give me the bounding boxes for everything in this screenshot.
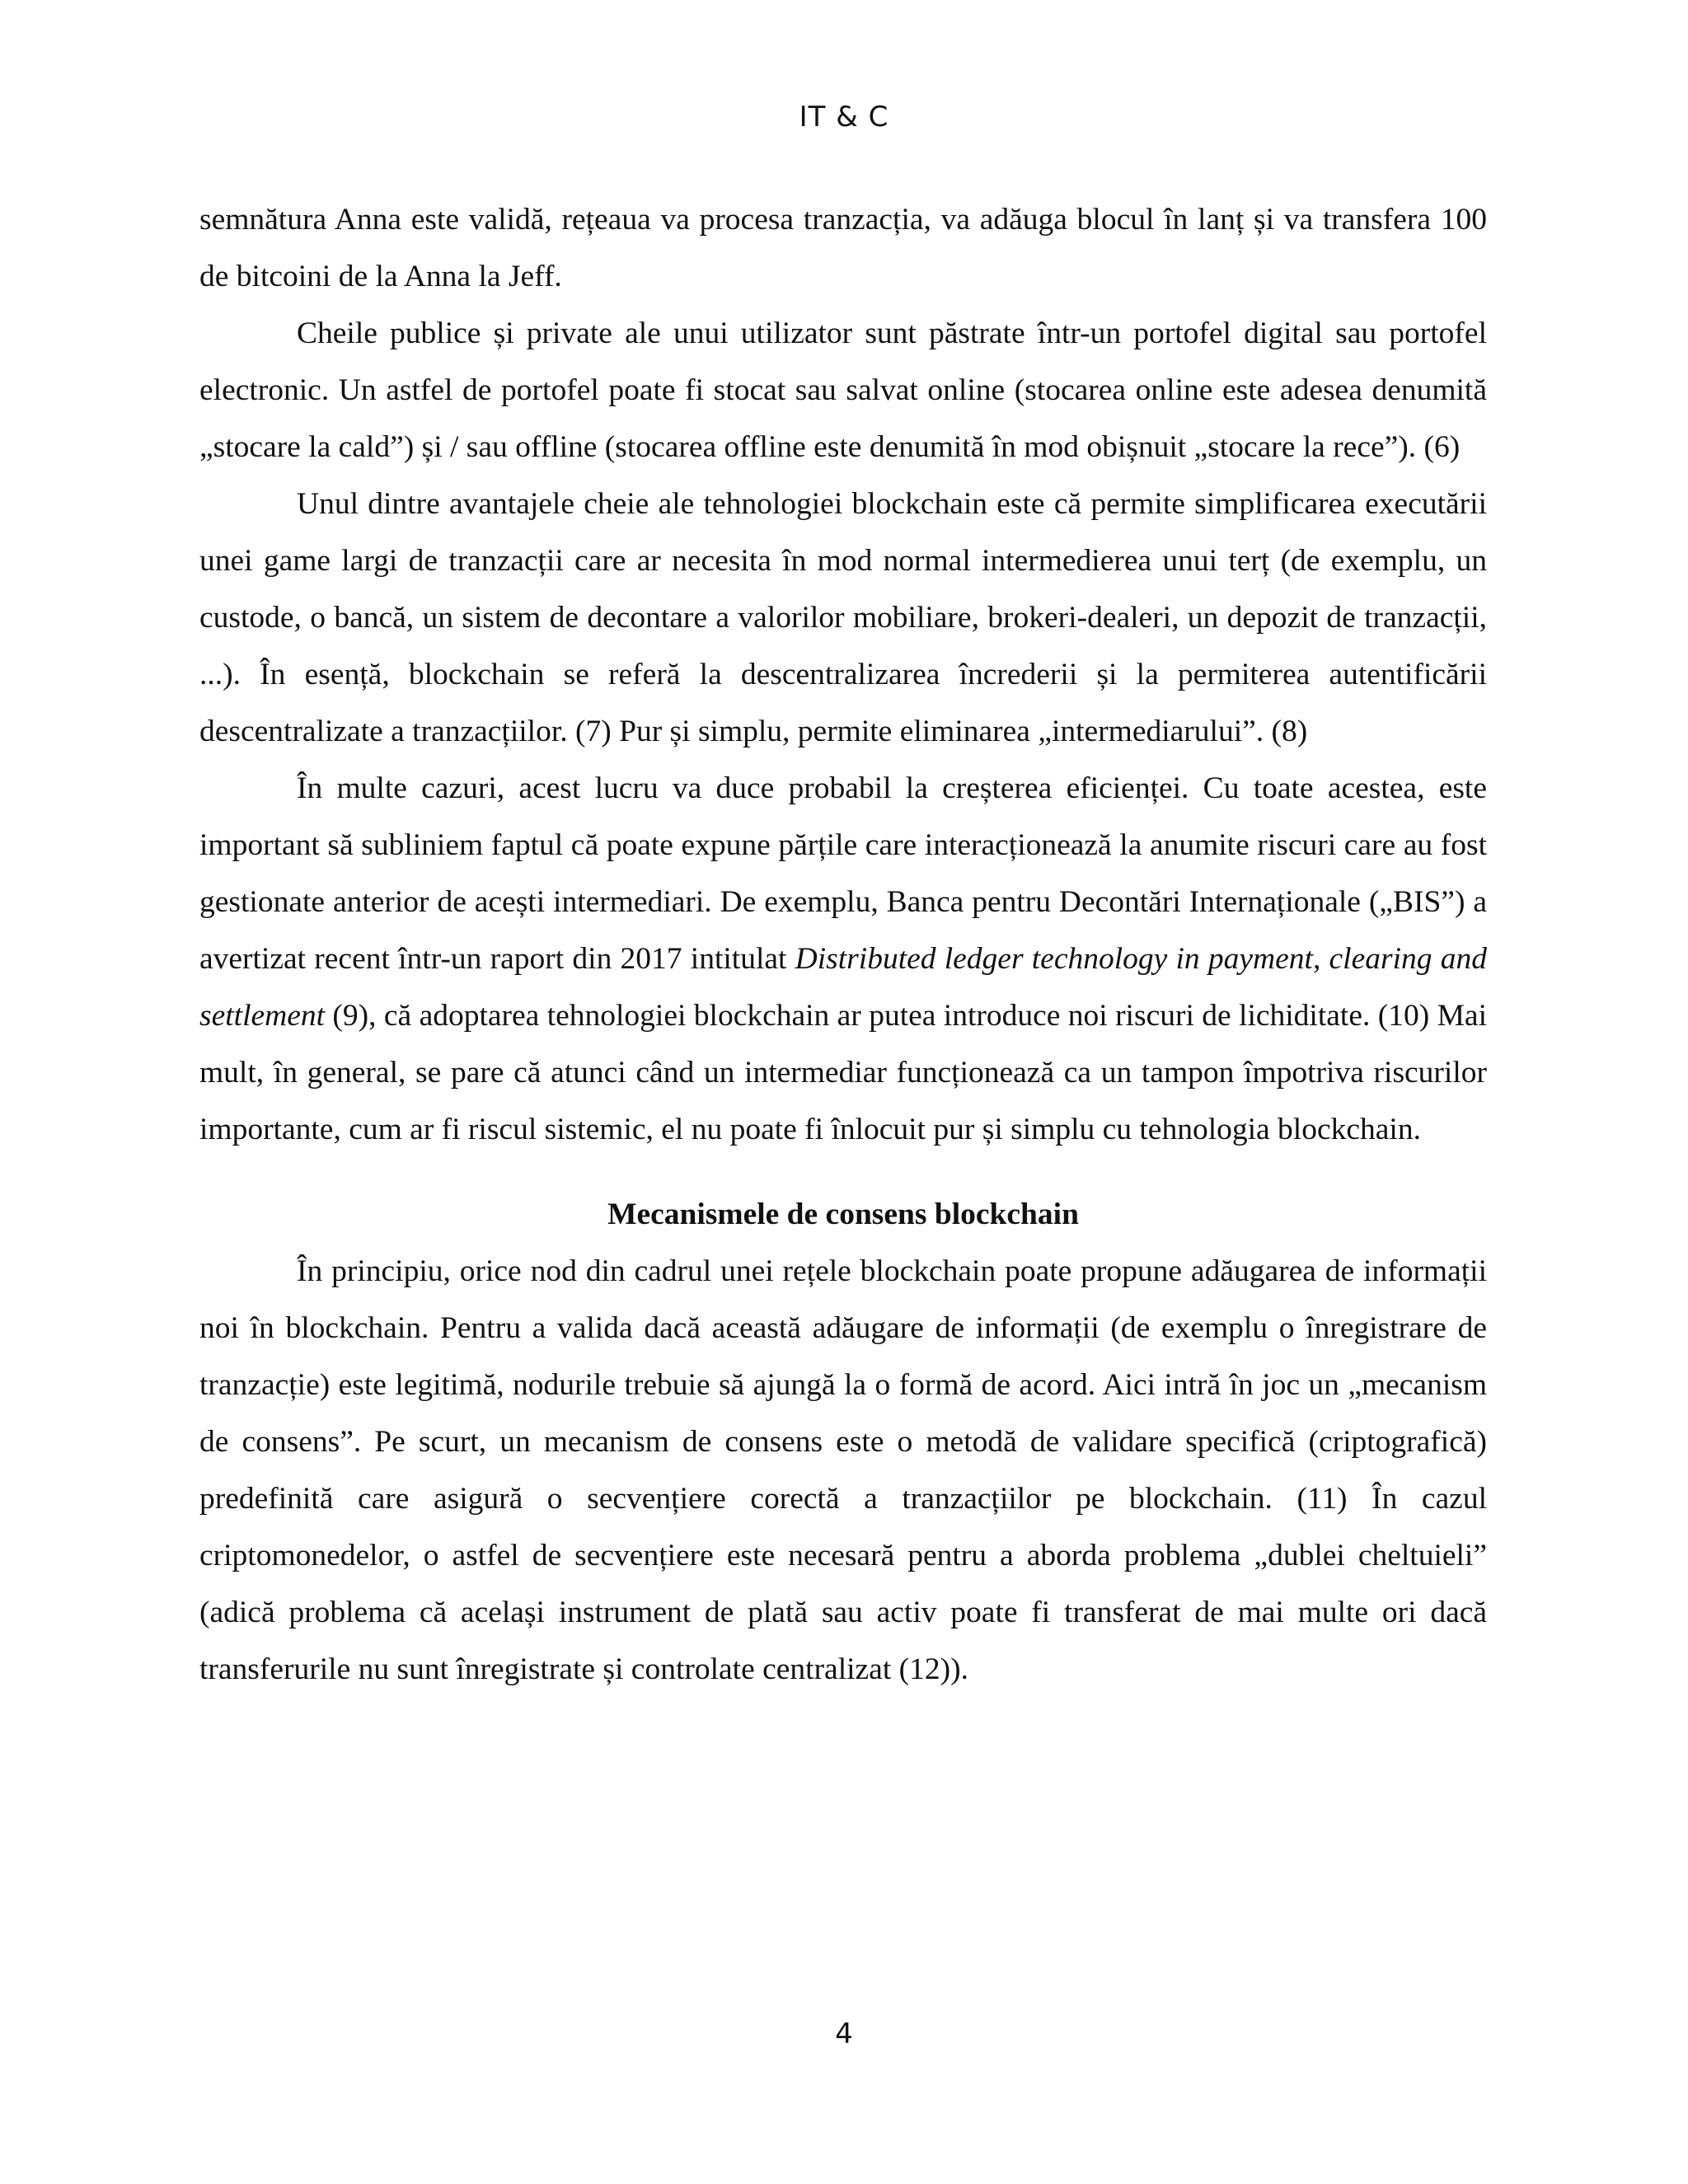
report-title: Distributed ledger technology in payment, clearing and settlement: [199, 942, 1487, 1033]
document-body: [199, 191, 1487, 1698]
paragraph-advantages: Unul dintre avantajele cheie ale tehnologiei blockchain este că permite simplificarea executării unei game largi de tranzacții care ar necesita în mod normal intermedierea unui terț (de exemplu, un custode, o bancă, un sistem de decontare a valorilor mobiliare, brokeri-dealeri, un depozit de tranzacții, ...). În esență, blockchain se referă la descentralizarea încrederii și la permiterea autentificării descentralizate a tranzacțiilor. (7) Pur și simplu, permite eliminarea „intermediarului”. (8): [199, 487, 1487, 748]
section-heading: Mecanismele de consens blockchain: [607, 1197, 1079, 1231]
paragraph-wallets: Cheile publice și private ale unui utilizator sunt păstrate într-un portofel digital sau portofel electronic. Un astfel de portofel poate fi stocat sau salvat online (stocarea online este adesea denumită „stocare la cald”) și / sau offline (stocarea offline este denumită în mod obișnuit „stocare la rece”). (6): [199, 316, 1487, 464]
paragraph-risks: [199, 760, 1487, 1158]
paragraph-consensus: În principiu, orice nod din cadrul unei rețele blockchain poate propune adăugarea de informații noi în blockchain. Pentru a valida dacă această adăugare de informații (de exemplu o înregistrare de tranzacție) este legitimă, nodurile trebuie să ajungă la o formă de acord. Aici intră în joc un „mecanism de consens”. Pe scurt, un mecanism de consens este o metodă de validare specifică (criptografică) predefinită care asigură o secvențiere corectă a tranzacțiilor pe blockchain. (11) În cazul criptomonedelor, o astfel de secvențiere este necesară pentru a aborda problema „dublei cheltuieli” (adică problema că același instrument de plată sau activ poate fi transferat de mai multe ori dacă transferurile nu sunt înregistrate și controlate centralizat (12)).: [199, 1254, 1487, 1686]
paragraph-risks-text-end: (9), că adoptarea tehnologiei blockchain ar putea introduce noi riscuri de lichiditate. (10) Mai mult, în general, se pare că atunci când un intermediar funcționează ca un tampon împotriva riscurilor importante, cum ar fi riscul sistemic, el nu poate fi înlocuit pur și simplu cu tehnologia blockchain.: [199, 999, 1487, 1146]
paragraph-continuation: semnătura Anna este validă, rețeaua va procesa tranzacția, va adăuga blocul în lanț și va transfera 100 de bitcoini de la Anna la Jeff.: [199, 203, 1487, 293]
running-header: IT & C: [799, 101, 889, 134]
paragraph-risks-text-start: În multe cazuri, acest lucru va duce probabil la creșterea eficienței. Cu toate acestea, este important să subliniem faptul că poate expune părțile care interacționează la anumite riscuri care au fost gestionate anterior de acești intermediari. De exemplu, Banca pentru Decontări Internaționale („BIS”) a avertizat recent într-un raport din 2017 intitulat: [199, 771, 1487, 976]
page-number: 4: [835, 2018, 853, 2050]
